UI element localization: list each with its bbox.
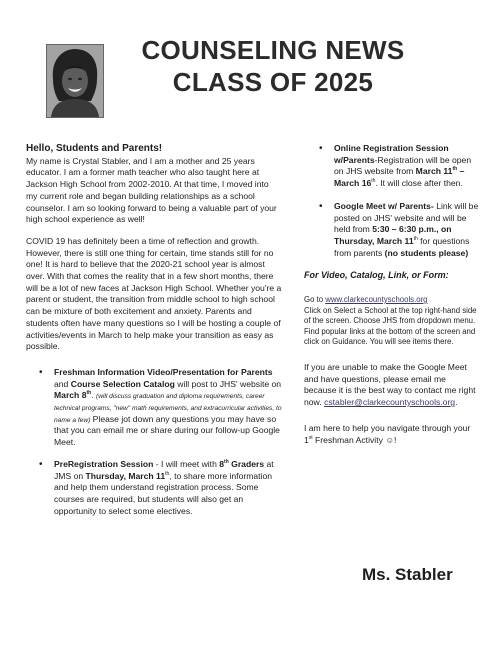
right-column <box>304 143 480 446</box>
event-note: (will discuss graduation and diploma requirements, career technical programs, "new" math requirements, and extracurricular activities, to name a few) <box>54 393 282 424</box>
date-suffix: th <box>86 390 92 397</box>
newsletter-title <box>108 34 438 98</box>
event-date: Thursday, March 11 <box>85 470 166 481</box>
event-text-2: at JMS on <box>54 458 274 481</box>
counselor-photo <box>46 44 104 118</box>
portrait-image <box>47 45 103 117</box>
grade-suffix: th <box>224 459 229 466</box>
event-date: March 8 <box>54 390 87 401</box>
event-text-2: Please jot down any questions you may have so that you can email me or share during our follow-up Google Meet. <box>54 413 280 448</box>
contact-text: If you are unable to make the Google Meet and have questions, please email me because it is the best way to contact me right now. <box>304 362 476 408</box>
covid-paragraph: COVID 19 has definitely been a time of reflection and growth. However, there is still one thing for certain, time stands still for no one! It is hard to believe that the 2020-21 school year is almost over. With that comes the reality that in a few short months, there will be a lot of new faces at Jackson High School. Whether you're a parent or student, the transition from middle school to high school can be mixture of both excitement and anxiety. Parents and students often have many questions so I will be hosting a couple of activities/events in March to help make your transition as easy as possible. <box>26 235 282 352</box>
session-title: Online Registration Session w/Parents <box>334 143 449 165</box>
session-text: -Registration will be open on JHS website from <box>334 154 472 177</box>
sessions-list <box>304 143 480 259</box>
website-link[interactable]: www.clarkecountyschools.org <box>325 295 428 305</box>
session-text-2: . It will close after then. <box>375 178 463 189</box>
intro-paragraph: My name is Crystal Stabler, and I am a mother and 25 years educator. I am a former math teacher who also taught here at Jackson High School from 2002-2010. At that time, I moved into my current role and began building relationships as a school counselor. I am so looking forward to being a valuable part of your high school experience as well! <box>26 155 277 225</box>
grade-label: Graders <box>228 458 265 469</box>
session-text-2: for questions from parents <box>334 235 470 258</box>
list-item-freshman-video <box>54 367 282 449</box>
date-suffix: th <box>452 166 458 173</box>
title-line-2: CLASS OF 2025 <box>172 67 374 97</box>
date-suffix: th <box>165 470 170 477</box>
list-item-online-registration <box>334 143 480 190</box>
date-suffix: th <box>413 236 418 243</box>
session-time: 5:30 – 6:30 p.m., on Thursday, March 11 <box>334 224 452 246</box>
session-end: – March 16 <box>334 166 465 189</box>
event-title: PreRegistration Session <box>54 458 154 469</box>
closing-text-2: Freshman Activity ☺! <box>312 434 397 445</box>
signature: Ms. Stabler <box>362 565 453 584</box>
closing-paragraph <box>304 423 480 446</box>
session-note: (no students please) <box>384 247 469 258</box>
event-title: Freshman Information Video/Presentation for Parents <box>54 366 273 377</box>
greeting-heading: Hello, Students and Parents! <box>26 143 163 154</box>
text-and: and <box>54 378 71 389</box>
website-instructions <box>304 295 480 348</box>
grade-number: 8 <box>219 458 225 469</box>
events-list <box>26 367 282 517</box>
resources-heading: For Video, Catalog, Link, or Form: <box>304 270 449 281</box>
session-text: Link will be posted on JHS' website and will be held from <box>334 200 479 235</box>
ordinal-suffix: st <box>308 434 313 441</box>
email-punct: . <box>455 397 458 408</box>
goto-prefix: Go to <box>304 295 326 305</box>
closing-text: I am here to help you navigate through your 1 <box>304 422 471 445</box>
list-item-google-meet <box>334 201 480 260</box>
catalog-title: Course Selection Catalog <box>70 378 175 389</box>
session-start: March 11 <box>415 166 453 177</box>
goto-text: Click on Select a School at the top right-hand side of the screen. Choose JHS from dropdown menu. Find popular links at the bottom of the screen and click on Guidance. You will see items there. <box>304 305 477 347</box>
event-text: will post to JHS' website on <box>174 378 282 389</box>
event-text-3: , to share more information and help them understand registration process. Some courses are required, but students will also get an opportunity to select some electives. <box>54 470 273 516</box>
list-item-preregistration <box>54 459 282 518</box>
contact-paragraph <box>304 362 480 409</box>
event-text: - I will meet with <box>153 458 220 469</box>
email-link[interactable]: cstabler@clarkecountyschools.org <box>324 397 456 408</box>
title-line-1: COUNSELING NEWS <box>141 35 405 65</box>
date-suffix-2: th <box>371 178 376 185</box>
session-title: Google Meet w/ Parents- <box>334 200 434 211</box>
event-punct: . <box>91 390 96 401</box>
left-column <box>26 143 282 527</box>
